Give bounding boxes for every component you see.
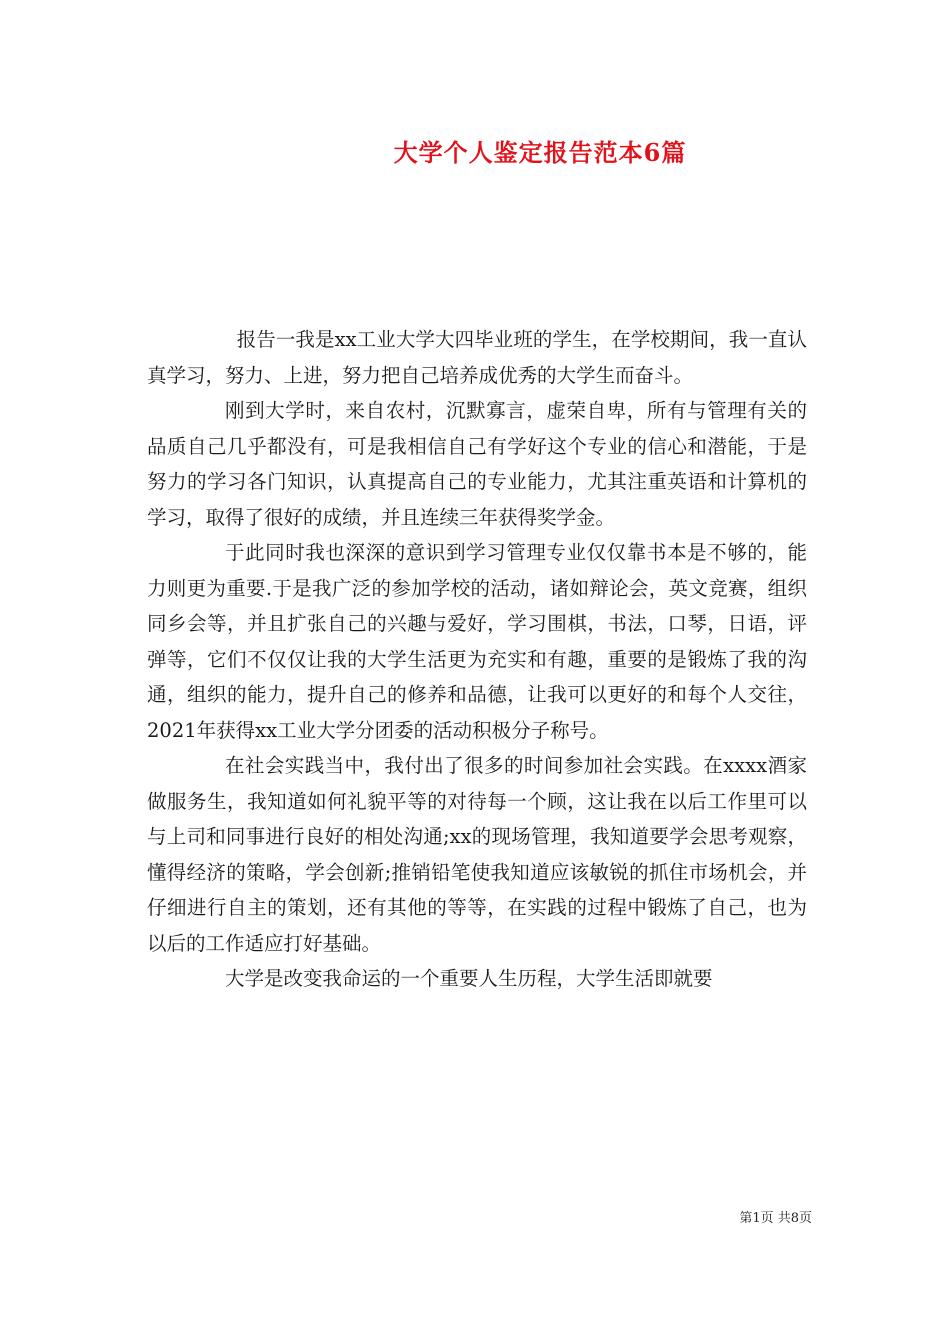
- paragraph: 于此同时我也深深的意识到学习管理专业仅仅靠书本是不够的，能力则更为重要.于是我广泛的参加学校的活动，诸如辩论会，英文竞赛，组织同乡会等，并且扩张自己的兴趣与爱好，学习围棋，书法，口琴，日语，评弹等，它们不仅仅让我的大学生活更为充实和有趣，重要的是锻炼了我的沟通，组织的能力，提升自己的修养和品德，让我可以更好的和每个人交往，2021年获得xx工业大学分团委的活动积极分子称号。: [147, 541, 807, 742]
- document-title: 大学个人鉴定报告范本6篇: [393, 138, 687, 167]
- paragraph: 报告一我是xx工业大学大四毕业班的学生，在学校期间，我一直认真学习，努力、上进，努力把自己培养成优秀的大学生而奋斗。: [147, 328, 807, 387]
- paragraph: 刚到大学时，来自农村，沉默寡言，虚荣自卑，所有与管理有关的品质自己几乎都没有，可是我相信自己有学好这个专业的信心和潜能，于是努力的学习各门知识，认真提高自己的专业能力，尤其注重英语和计算机的学习，取得了很好的成绩，并且连续三年获得奖学金。: [147, 399, 807, 529]
- paragraph: 大学是改变我命运的一个重要人生历程，大学生活即就要: [225, 967, 713, 990]
- page-number-footer: 第1页 共8页: [739, 1211, 812, 1226]
- document-body: [147, 322, 807, 997]
- paragraph: 在社会实践当中，我付出了很多的时间参加社会实践。在xxxx酒家做服务生，我知道如何礼貌平等的对待每一个顾，这让我在以后工作里可以与上司和同事进行良好的相处沟通;xx的现场管理，我知道要学会思考观察，懂得经济的策略，学会创新;推销铅笔使我知道应该敏锐的抓住市场机会，并仔细进行自主的策划，还有其他的等等，在实践的过程中锻炼了自己，也为以后的工作适应打好基础。: [147, 754, 807, 955]
